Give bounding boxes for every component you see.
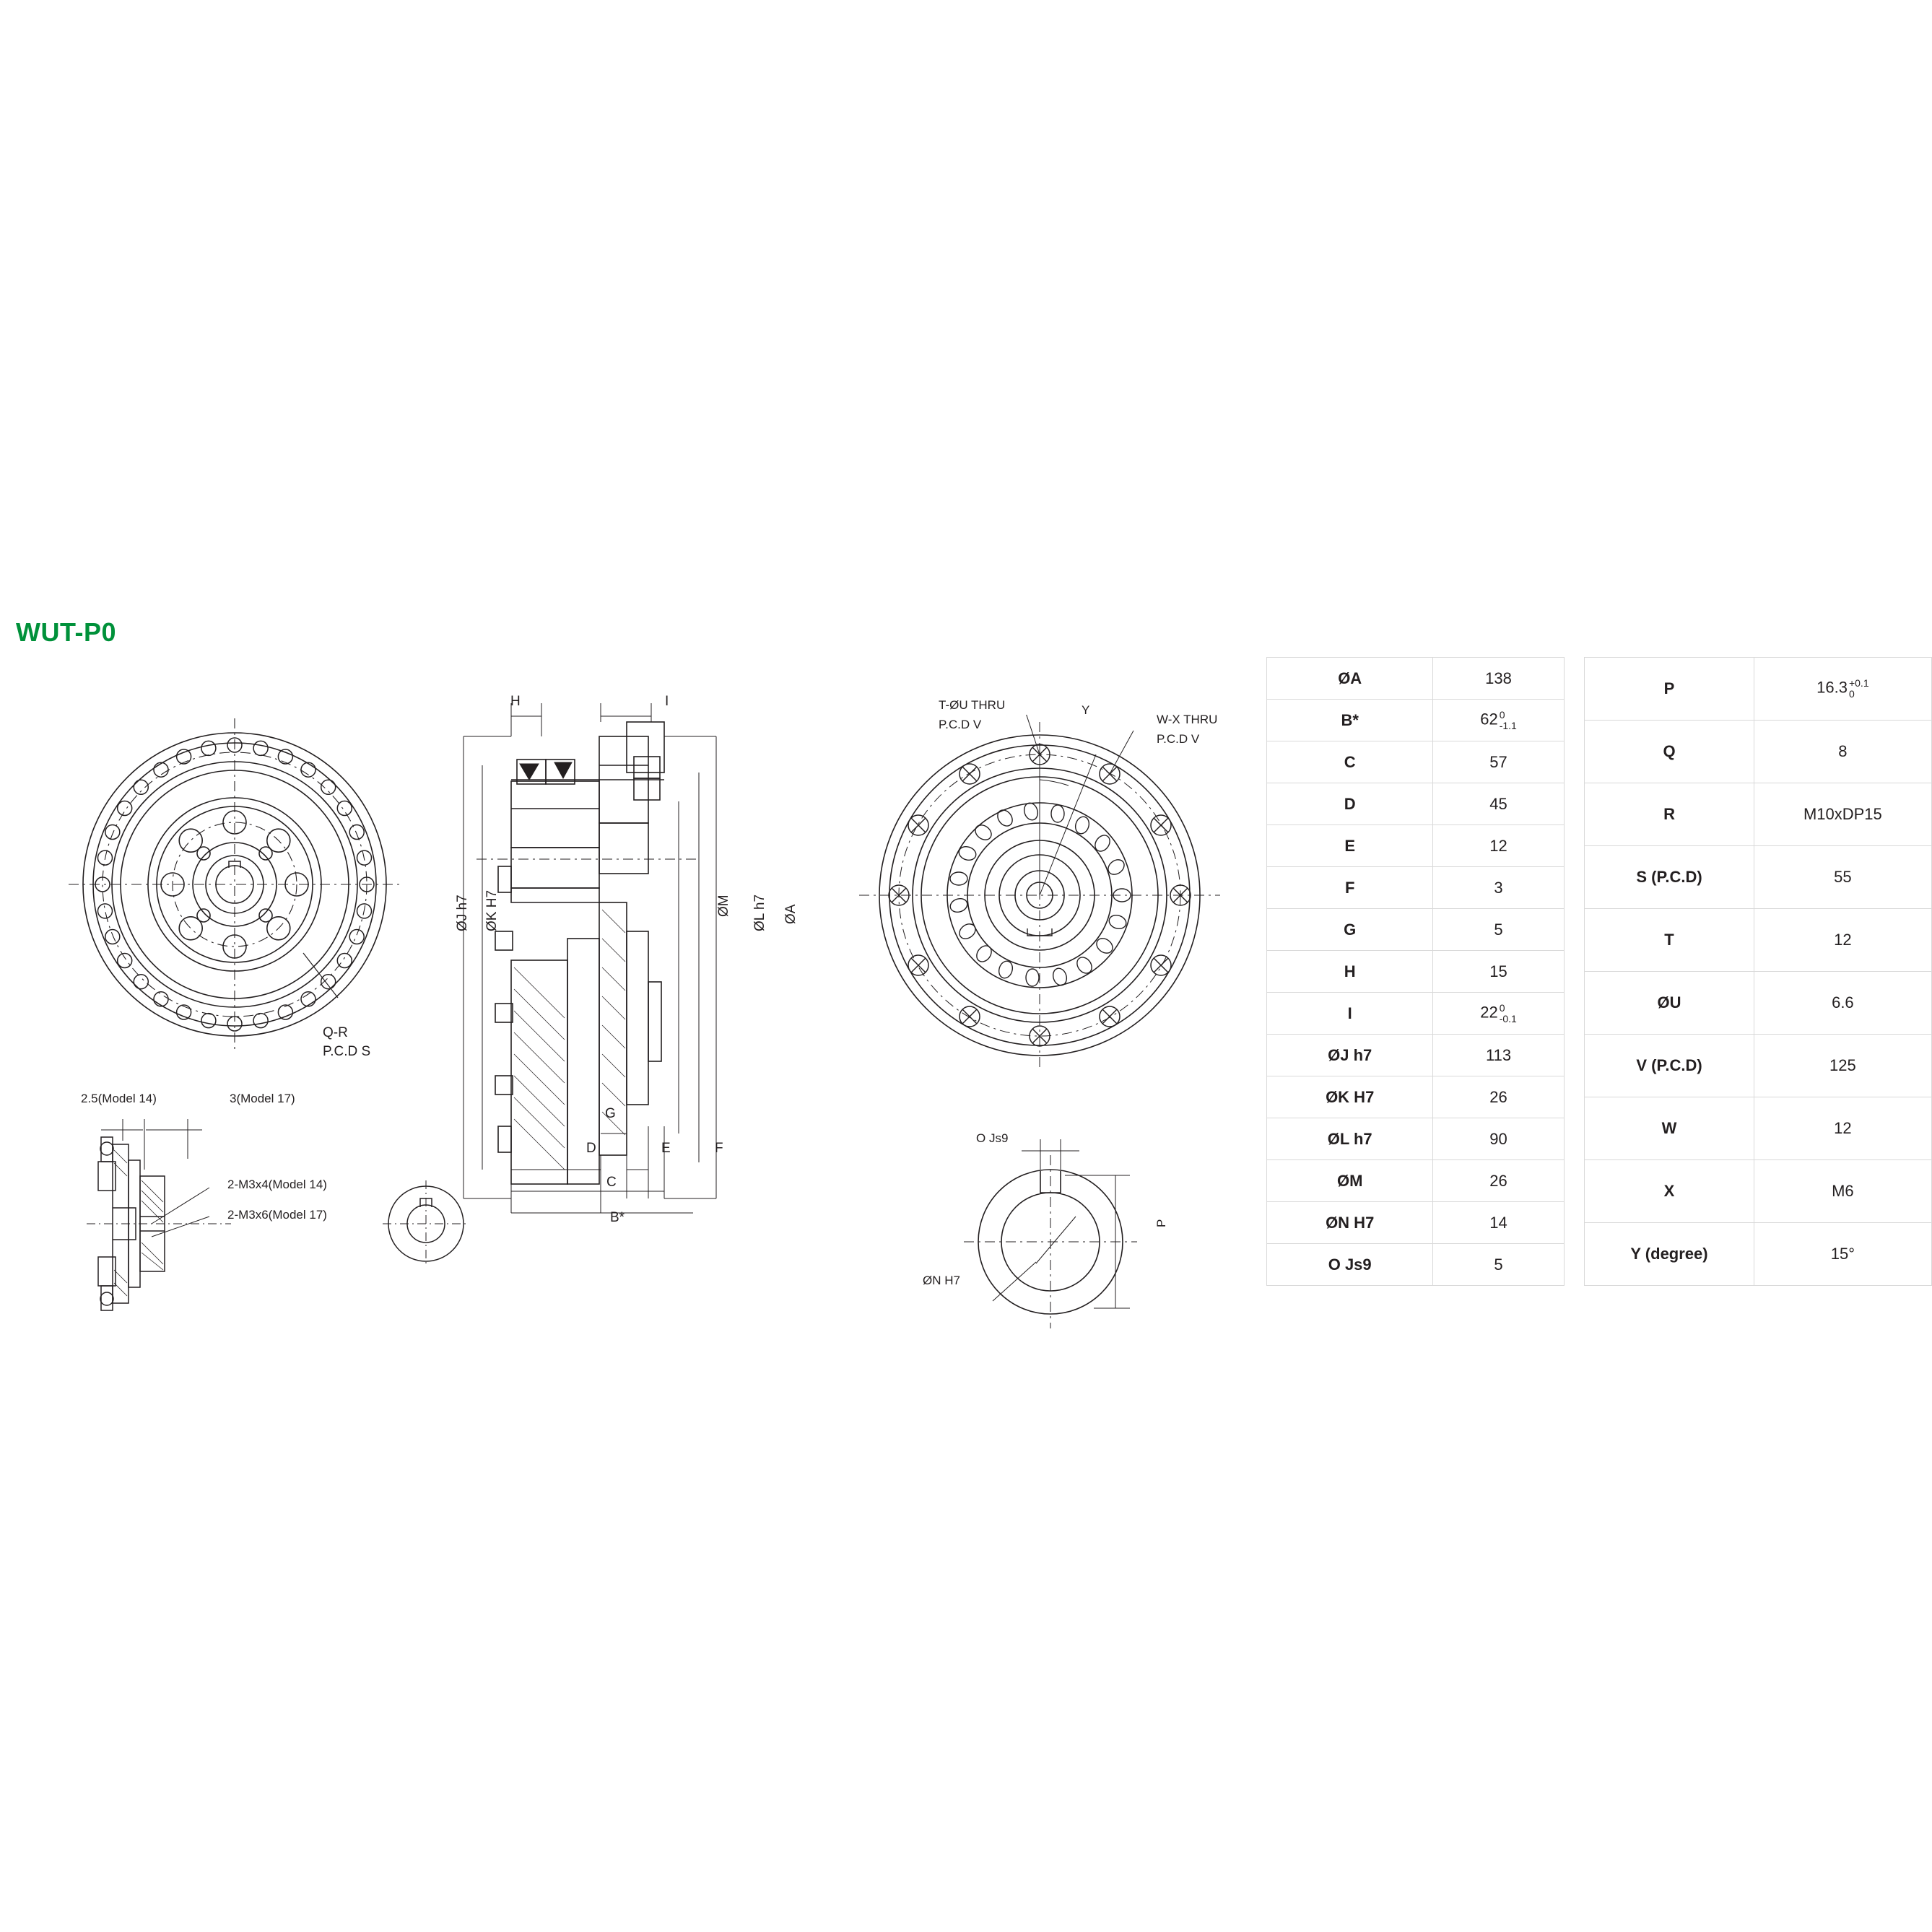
- spec-value: 5: [1433, 1244, 1564, 1286]
- front-face-view: [65, 715, 404, 1054]
- spec-value-main: 16.3: [1816, 678, 1848, 697]
- rear-face-view: [852, 715, 1227, 1076]
- section-label-d: D: [586, 1141, 596, 1156]
- rear-label-pcd-v-left: P.C.D V: [939, 718, 982, 731]
- spec-key: V (P.C.D): [1585, 1035, 1754, 1097]
- table-row: [1267, 658, 1565, 700]
- table-row: [1585, 1035, 1932, 1097]
- spec-key: ØL h7: [1267, 1118, 1433, 1160]
- spec-key: T: [1585, 909, 1754, 972]
- spec-key: W: [1585, 1097, 1754, 1160]
- table-row: [1267, 867, 1565, 909]
- section-label-dia-l: ØL h7: [752, 894, 767, 931]
- spec-value: 45: [1433, 783, 1564, 825]
- tolerance-upper: +0.1: [1848, 677, 1869, 689]
- table-row: [1585, 972, 1932, 1035]
- spec-table-right: [1584, 657, 1932, 1286]
- table-row: [1267, 783, 1565, 825]
- tolerance-lower: -1.1: [1499, 719, 1517, 731]
- spec-key: H: [1267, 951, 1433, 993]
- spec-value: 15°: [1754, 1223, 1931, 1286]
- tolerance: [1500, 710, 1517, 731]
- spec-value: 90: [1433, 1118, 1564, 1160]
- spec-key: X: [1585, 1160, 1754, 1223]
- section-label-c: C: [606, 1175, 617, 1190]
- page-title: WUT-P0: [16, 617, 117, 647]
- table-row: [1585, 1097, 1932, 1160]
- section-label-h: H: [510, 694, 521, 709]
- table-row: [1585, 783, 1932, 846]
- section-label-dia-a: ØA: [783, 904, 799, 924]
- spec-value: 8: [1754, 721, 1931, 783]
- tolerance: [1849, 678, 1869, 699]
- spec-value: [1754, 658, 1931, 721]
- table-row: [1267, 825, 1565, 867]
- spec-value: M6: [1754, 1160, 1931, 1223]
- tolerance-lower: -0.1: [1499, 1012, 1517, 1024]
- spec-value: 12: [1433, 825, 1564, 867]
- tolerance: [1500, 1003, 1517, 1024]
- table-row: [1267, 993, 1565, 1035]
- mounting-detail-view: [79, 1115, 238, 1332]
- section-label-i: I: [665, 694, 669, 709]
- table-row: [1267, 1244, 1565, 1286]
- rear-label-pcd-v-right: P.C.D V: [1157, 732, 1200, 746]
- spec-value: [1433, 993, 1564, 1035]
- specification-tables: [1266, 657, 1932, 1286]
- spec-value: 26: [1433, 1076, 1564, 1118]
- spec-key: E: [1267, 825, 1433, 867]
- spec-key: ØN H7: [1267, 1202, 1433, 1244]
- detail-label-2-m3x6: 2-M3x6(Model 17): [227, 1208, 327, 1222]
- spec-value: 14: [1433, 1202, 1564, 1244]
- section-label-g: G: [605, 1106, 616, 1121]
- spec-key: Q: [1585, 721, 1754, 783]
- tolerance-upper: 0: [1499, 708, 1505, 721]
- spec-key: ØA: [1267, 658, 1433, 700]
- table-row: [1267, 1118, 1565, 1160]
- spec-key: ØJ h7: [1267, 1035, 1433, 1076]
- front-view-label-pcd-s: P.C.D S: [323, 1044, 371, 1059]
- table-gap: [1565, 657, 1585, 1286]
- spec-key: I: [1267, 993, 1433, 1035]
- table-row: [1267, 700, 1565, 741]
- spec-key: R: [1585, 783, 1754, 846]
- spec-value: 55: [1754, 846, 1931, 909]
- table-row: [1267, 741, 1565, 783]
- table-row: [1585, 1160, 1932, 1223]
- spec-value: M10xDP15: [1754, 783, 1931, 846]
- detail-label-3-model17: 3(Model 17): [230, 1092, 295, 1105]
- table-row: [1585, 909, 1932, 972]
- section-label-dia-m: ØM: [716, 895, 731, 917]
- table-row: [1267, 909, 1565, 951]
- spec-key: ØK H7: [1267, 1076, 1433, 1118]
- rear-label-y-angle: Y: [1082, 703, 1090, 717]
- spec-key: Y (degree): [1585, 1223, 1754, 1286]
- spec-value: 12: [1754, 1097, 1931, 1160]
- spec-value: 57: [1433, 741, 1564, 783]
- spec-value: 6.6: [1754, 972, 1931, 1035]
- spec-key: P: [1585, 658, 1754, 721]
- table-row: [1585, 721, 1932, 783]
- tolerance-upper: 0: [1499, 1001, 1505, 1014]
- shaft-end-view: [949, 1133, 1166, 1336]
- spec-value: 3: [1433, 867, 1564, 909]
- spec-value: 12: [1754, 909, 1931, 972]
- table-row: [1585, 1223, 1932, 1286]
- section-label-f: F: [715, 1141, 723, 1156]
- spec-value: 5: [1433, 909, 1564, 951]
- cross-section-view: [448, 693, 809, 1227]
- detail-label-2-m3x4: 2-M3x4(Model 14): [227, 1178, 327, 1191]
- spec-value: [1433, 700, 1564, 741]
- spec-key: S (P.C.D): [1585, 846, 1754, 909]
- table-row: [1267, 1035, 1565, 1076]
- shaft-label-dia-n: ØN H7: [923, 1274, 960, 1287]
- spec-value-main: 62: [1480, 710, 1498, 728]
- spec-value-main: 22: [1480, 1003, 1498, 1022]
- spec-key: O Js9: [1267, 1244, 1433, 1286]
- table-row: [1585, 846, 1932, 909]
- spec-key: C: [1267, 741, 1433, 783]
- spec-table-left: [1266, 657, 1565, 1286]
- table-row: [1585, 658, 1932, 721]
- section-label-dia-j: ØJ h7: [455, 895, 470, 931]
- spec-value: 125: [1754, 1035, 1931, 1097]
- table-row: [1267, 1160, 1565, 1202]
- tolerance-lower: 0: [1848, 688, 1855, 700]
- detail-label-2-5-model14: 2.5(Model 14): [81, 1092, 157, 1105]
- spec-value: 138: [1433, 658, 1564, 700]
- spec-value: 15: [1433, 951, 1564, 993]
- section-label-e: E: [661, 1141, 671, 1156]
- spec-key: F: [1267, 867, 1433, 909]
- spec-value: 26: [1433, 1160, 1564, 1202]
- shaft-label-o-js9: O Js9: [976, 1131, 1009, 1145]
- spec-key: G: [1267, 909, 1433, 951]
- table-row: [1267, 1076, 1565, 1118]
- spec-key: B*: [1267, 700, 1433, 741]
- spec-value: 113: [1433, 1035, 1564, 1076]
- table-row: [1267, 1202, 1565, 1244]
- table-row: [1267, 951, 1565, 993]
- section-label-dia-k: ØK H7: [484, 889, 500, 931]
- section-label-b: B*: [610, 1210, 625, 1225]
- rear-label-w-x-thru: W-X THRU: [1157, 713, 1218, 726]
- rear-label-t-u-thru: T-ØU THRU: [939, 698, 1006, 712]
- shaft-label-p: P: [1154, 1219, 1168, 1227]
- front-view-label-qr: Q-R: [323, 1025, 348, 1040]
- spec-key: D: [1267, 783, 1433, 825]
- spec-key: ØM: [1267, 1160, 1433, 1202]
- spec-key: ØU: [1585, 972, 1754, 1035]
